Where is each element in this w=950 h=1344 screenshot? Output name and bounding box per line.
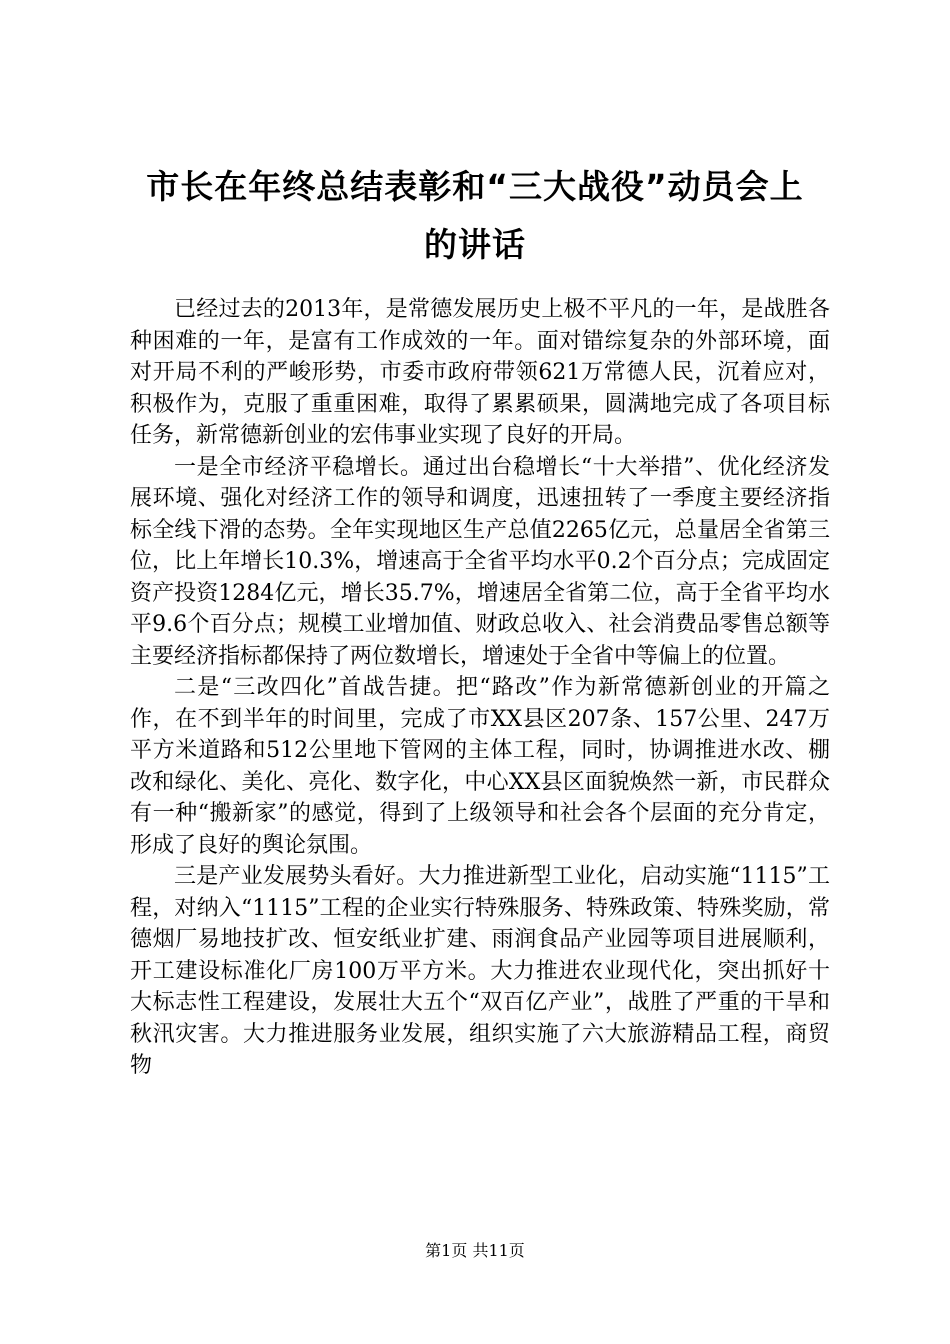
document-title: [110, 158, 840, 274]
document-body: [130, 294, 830, 1082]
paragraph-intro: 已经过去的2013年，是常德发展历史上极不平凡的一年，是战胜各种困难的一年，是富有工作成效的一年。面对错综复杂的外部环境，面对开局不利的严峻形势，市委市政府带领621万常德人民，沉着应对，积极作为，克服了重重困难，取得了累累硕果，圆满地完成了各项目标任务，新常德新创业的宏伟事业实现了良好的开局。: [130, 297, 830, 448]
title-line-1: 市长在年终总结表彰和“三大战役”动员会上: [146, 167, 804, 206]
paragraph-economy: 一是全市经济平稳增长。通过出台稳增长“十大举措”、优化经济发展环境、强化对经济工作的领导和调度，迅速扭转了一季度主要经济指标全线下滑的态势。全年实现地区生产总值2265亿元，总量居全省第三位，比上年增长10.3%，增速高于全省平均水平0.2个百分点；完成固定资产投资1284亿元，增长35.7%，增速居全省第二位，高于全省平均水平9.6个百分点；规模工业增加值、财政总收入、社会消费品零售总额等主要经济指标都保持了两位数增长，增速处于全省中等偏上的位置。: [130, 454, 830, 669]
paragraph-reform: 二是“三改四化”首战告捷。把“路改”作为新常德新创业的开篇之作，在不到半年的时间里，完成了市XX县区207条、157公里、247万平方米道路和512公里地下管网的主体工程，同时，协调推进水改、棚改和绿化、美化、亮化、数字化，中心XX县区面貌焕然一新，市民群众有一种“搬新家”的感觉，得到了上级领导和社会各个层面的充分肯定，形成了良好的舆论氛围。: [130, 675, 830, 858]
title-line-2: 的讲话: [424, 225, 526, 264]
page-footer: 第1页 共11页: [425, 1241, 525, 1260]
paragraph-industry: 三是产业发展势头看好。大力推进新型工业化，启动实施“1115”工程，对纳入“1115”工程的企业实行特殊服务、特殊政策、特殊奖励，常德烟厂易地技扩改、恒安纸业扩建、雨润食品产业园等项目进展顺利，开工建设标准化厂房100万平方米。大力推进农业现代化，突出抓好十大标志性工程建设，发展壮大五个“双百亿产业”，战胜了严重的干旱和秋汛灾害。大力推进服务业发展，组织实施了六大旅游精品工程，商贸物: [130, 864, 831, 1078]
